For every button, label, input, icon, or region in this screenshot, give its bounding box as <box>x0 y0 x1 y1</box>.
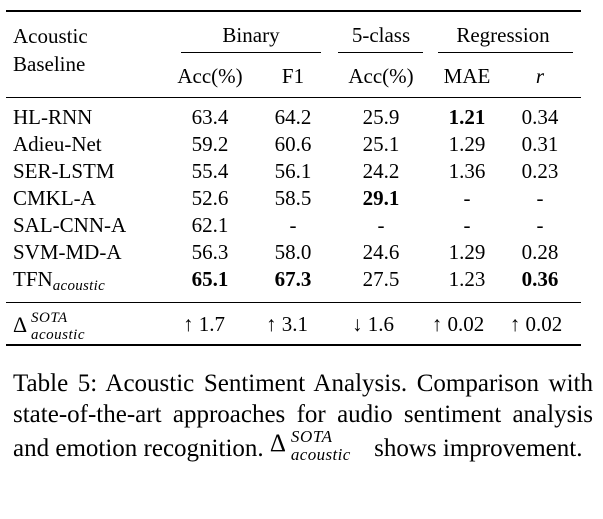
baseline-name-text: HL-RNN <box>13 105 93 129</box>
caption-delta-sub: acoustic <box>290 445 351 464</box>
table-cell-binary-f1: 64.2 <box>274 105 312 129</box>
table-cell-r: 0.31 <box>521 132 559 156</box>
top-rule <box>6 10 581 12</box>
header-metric-mae: MAE <box>443 64 491 88</box>
baseline-name-text: SER-LSTM <box>13 159 115 183</box>
delta-sup: SOTA <box>31 310 68 326</box>
table-cell-r: 0.28 <box>521 240 559 264</box>
table-cell-mae: 1.29 <box>448 240 486 264</box>
caption-text-main: Table 5: Acoustic Sentiment Analysis. Comparison with state-of-the-art approaches for audio sentiment analysis and emotion recognition. <box>13 370 593 462</box>
table-cell-5class-acc: 24.2 <box>362 159 400 183</box>
table-cell-mae: 1.23 <box>448 267 486 291</box>
baseline-name-text: Adieu-Net <box>13 132 102 156</box>
table-cell-binary-f1: 58.5 <box>274 186 312 210</box>
table-cell-mae: - <box>463 213 471 237</box>
row-baseline-name <box>13 240 122 264</box>
table-cell-binary-f1: 56.1 <box>274 159 312 183</box>
row-baseline-name <box>13 132 102 156</box>
header-rule <box>6 97 581 98</box>
group-rule-regression <box>438 52 573 53</box>
table-cell-mae: - <box>463 186 471 210</box>
caption-text-end: shows improvement. <box>374 435 583 462</box>
delta-cell-binary-f1: ↑ 3.1 <box>266 312 308 336</box>
row-baseline-name <box>13 186 96 210</box>
table-cell-mae: 1.21 <box>448 105 486 129</box>
baseline-name-text: TFN <box>13 267 53 291</box>
table-cell-5class-acc: 27.5 <box>362 267 400 291</box>
mid-rule <box>6 302 581 303</box>
delta-cell-mae: ↑ 0.02 <box>431 312 485 336</box>
header-metric-r: r <box>535 64 545 88</box>
table-cell-binary-f1: - <box>289 213 297 237</box>
table-cell-r: - <box>536 186 544 210</box>
table-cell-binary-f1: 58.0 <box>274 240 312 264</box>
row-baseline-name <box>13 267 105 298</box>
bottom-rule <box>6 344 581 346</box>
table-cell-binary-acc: 63.4 <box>191 105 229 129</box>
table-cell-5class-acc: 25.9 <box>362 105 400 129</box>
group-rule-binary <box>181 52 321 53</box>
baseline-name-text: SVM-MD-A <box>13 240 122 264</box>
table-cell-mae: 1.36 <box>448 159 486 183</box>
header-baseline-line1: Acoustic <box>13 24 88 48</box>
header-metric-binary-f1: F1 <box>281 64 305 88</box>
header-group-regression: Regression <box>456 23 550 47</box>
table-cell-binary-f1: 60.6 <box>274 132 312 156</box>
table-cell-r: - <box>536 213 544 237</box>
delta-sub: acoustic <box>31 327 85 343</box>
header-group-binary: Binary <box>222 23 280 47</box>
table-cell-r: 0.34 <box>521 105 559 129</box>
row-baseline-name <box>13 213 126 237</box>
table-cell-binary-f1: 67.3 <box>274 267 312 291</box>
table-cell-5class-acc: - <box>377 213 385 237</box>
caption-delta: Δ <box>269 430 286 457</box>
header-baseline-line2: Baseline <box>13 52 86 76</box>
header-metric-5class-acc: Acc(%) <box>348 64 414 88</box>
table-cell-binary-acc: 55.4 <box>191 159 229 183</box>
row-baseline-name <box>13 159 115 183</box>
table-cell-binary-acc: 65.1 <box>191 267 229 291</box>
delta-row-label <box>13 310 123 343</box>
table-cell-binary-acc: 52.6 <box>191 186 229 210</box>
table-cell-binary-acc: 56.3 <box>191 240 229 264</box>
table-cell-binary-acc: 62.1 <box>191 213 229 237</box>
caption-delta-symbol <box>269 427 368 464</box>
header-group-5class: 5-class <box>351 23 411 47</box>
caption-delta-sup: SOTA <box>290 427 333 446</box>
table-cell-5class-acc: 24.6 <box>362 240 400 264</box>
baseline-name-text: SAL-CNN-A <box>13 213 127 237</box>
delta-cell-5class-acc: ↓ 1.6 <box>352 312 394 336</box>
baseline-name-text: CMKL-A <box>13 186 96 210</box>
row-baseline-name <box>13 105 92 129</box>
baseline-name-subscript: acoustic <box>52 278 106 294</box>
group-rule-5class <box>338 52 423 53</box>
delta-cell-binary-acc: ↑ 1.7 <box>183 312 225 336</box>
table-cell-mae: 1.29 <box>448 132 486 156</box>
header-metric-binary-acc: Acc(%) <box>177 64 243 88</box>
table-cell-r: 0.23 <box>521 159 559 183</box>
delta-symbol: Δ <box>13 312 28 337</box>
table-caption <box>13 368 593 464</box>
table-cell-5class-acc: 29.1 <box>362 186 400 210</box>
table-cell-binary-acc: 59.2 <box>191 132 229 156</box>
delta-cell-r: ↑ 0.02 <box>509 312 563 336</box>
table-cell-5class-acc: 25.1 <box>362 132 400 156</box>
table-cell-r: 0.36 <box>521 267 559 291</box>
